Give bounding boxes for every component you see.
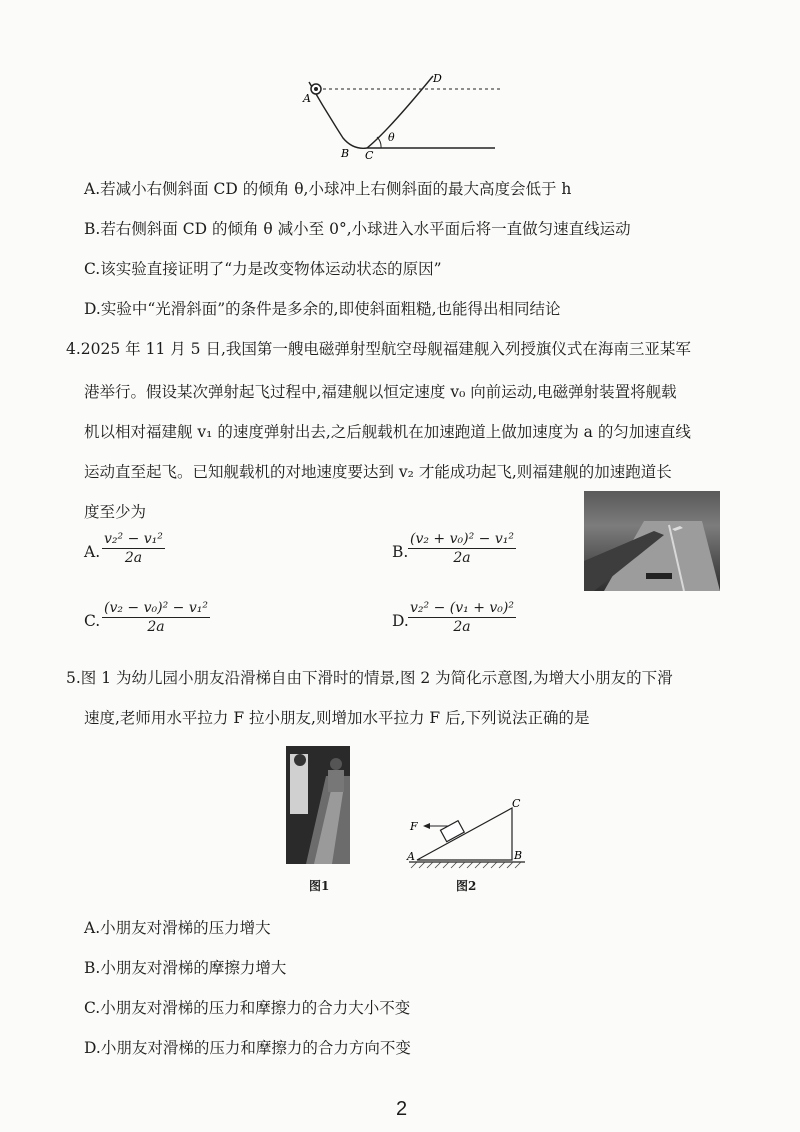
label-theta: θ — [388, 131, 395, 144]
q3-option-b: B.若右侧斜面 CD 的倾角 θ 减小至 0°,小球进入水平面后将一直做匀速直线运动 — [84, 220, 631, 238]
q5-line-1: 5.图 1 为幼儿园小朋友沿滑梯自由下滑时的情景,图 2 为简化示意图,为增大小朋友的下滑 — [66, 669, 673, 687]
slide-photo — [286, 746, 350, 864]
fig2-label-B: B — [514, 849, 523, 862]
q5-option-d: D.小朋友对滑梯的压力和摩擦力的合力方向不变 — [84, 1039, 411, 1057]
q4-option-d-fraction: $\frac{\text{v₂² − (v₁ + v₀)²}}{2a}$ — [410, 600, 514, 635]
q3-option-d: D.实验中“光滑斜面”的条件是多余的,即使斜面粗糙,也能得出相同结论 — [84, 300, 561, 318]
q4-line-5: 度至少为 — [84, 503, 147, 521]
q5-option-c: C.小朋友对滑梯的压力和摩擦力的合力大小不变 — [84, 999, 411, 1017]
label-A: A — [303, 92, 311, 105]
carrier-photo — [584, 491, 720, 591]
label-B: B — [341, 147, 350, 160]
incline-diagram — [405, 798, 530, 870]
q5-option-a: A.小朋友对滑梯的压力增大 — [84, 919, 271, 937]
page-number: 2 — [396, 1098, 408, 1120]
q5-number: 5. — [66, 669, 81, 687]
q4-option-c-key: C. — [84, 612, 101, 630]
q4-option-b-key: B. — [392, 543, 409, 561]
label-C: C — [365, 149, 374, 160]
q4-number: 4. — [66, 340, 81, 358]
q3-option-a: A.若减小右侧斜面 CD 的倾角 θ,小球冲上右侧斜面的最大高度会低于 h — [84, 180, 572, 198]
q4-option-d-key: D. — [392, 612, 409, 630]
q4-option-a-fraction: $\frac{\text{v₂² − v₁²}}{2a}$ — [104, 531, 163, 566]
q5-line-2: 速度,老师用水平拉力 F 拉小朋友,则增加水平拉力 F 后,下列说法正确的是 — [84, 709, 590, 727]
q4-option-b-fraction: $\frac{\text{(v₂ + v₀)² − v₁²}}{2a}$ — [410, 531, 514, 566]
q4-option-a-key: A. — [84, 543, 101, 561]
fig2-label-C: C — [512, 798, 521, 810]
fig2-caption: 图2 — [456, 879, 477, 893]
q3-option-c: C.该实验直接证明了“力是改变物体运动状态的原因” — [84, 260, 442, 278]
q4-line-3: 机以相对福建舰 v₁ 的速度弹射出去,之后舰载机在加速跑道上做加速度为 a 的匀加速直线 — [84, 423, 691, 441]
q5-option-b: B.小朋友对滑梯的摩擦力增大 — [84, 959, 287, 977]
fig2-label-A: A — [407, 850, 415, 863]
q4-option-c-fraction: $\frac{\text{(v₂ − v₀)² − v₁²}}{2a}$ — [104, 600, 208, 635]
q4-line-2: 港举行。假设某次弹射起飞过程中,福建舰以恒定速度 v₀ 向前运动,电磁弹射装置将舰载 — [84, 383, 677, 401]
q4-line-1: 4.2025 年 11 月 5 日,我国第一艘电磁弹射型航空母舰福建舰入列授旗仪式在海南三亚某军 — [66, 340, 691, 358]
fig1-caption: 图1 — [309, 879, 330, 893]
fig2-label-F: F — [410, 820, 418, 833]
ramp-figure — [295, 70, 510, 160]
label-D: D — [433, 72, 442, 85]
q4-line-4: 运动直至起飞。已知舰载机的对地速度要达到 v₂ 才能成功起飞,则福建舰的加速跑道长 — [84, 463, 672, 481]
